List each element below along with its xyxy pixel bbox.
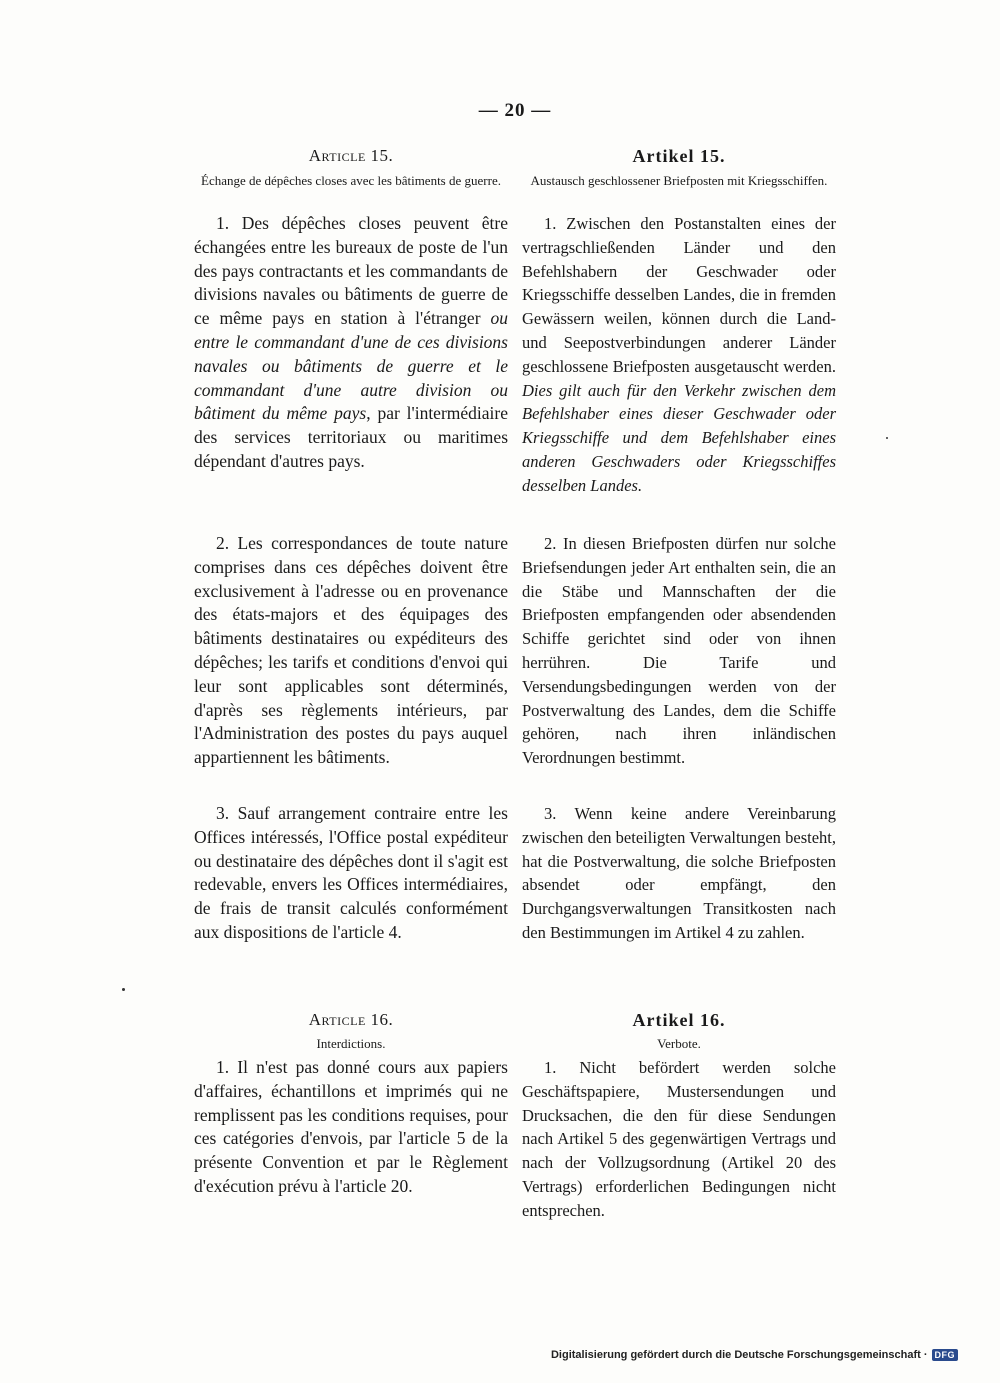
article-15-paragraph-2-fr: 2. Les correspondances de toute nature comprises dans ces dépêches doivent être exclusivement à l'adresse ou en provenance des états-majors et des équipages des bâtiments destinataires ou expéditeurs des dépêches; les tarifs et conditions d'envoi qui leur sont applicables sont déterminés, d'après ses règlements intérieurs, par l'Administration des postes du pays auquel appartiennent les bâtiments. — [194, 533, 508, 768]
dfg-logo: DFG — [932, 1349, 959, 1361]
article-16-subheading-de: Verbote. — [657, 1036, 701, 1051]
article-16-heading-fr: Article 16. — [308, 1010, 394, 1029]
digitization-footer — [551, 1349, 958, 1361]
article-15-paragraph-1-de: 1. Zwischen den Postanstalten eines der vertragschließenden Länder und den Befehlshabern der Geschwader oder Kriegsschiffe desselben Landes, die in fremden Gewässern weilen, können durch die Land- und Seepostverbindungen anderer Länder geschlossene Briefposten ausgetauscht werden. Dies gilt auch für den Verkehr zwischen dem Befehlshaber eines dieser Geschwader oder Kriegsschiffe und dem Befehlshaber eines anderen Geschwaders oder Kriegsschiffes desselben Landes. — [522, 214, 836, 495]
article-15-heading-de: Artikel 15. — [632, 146, 726, 166]
article-16-paragraph-1-de: 1. Nicht befördert werden solche Geschäftspapiere, Mustersendungen und Drucksachen, die den für diese Sendungen nach Artikel 5 des gegenwärtigen Vertrags und nach der Vollzugsordnung (Artikel 20 des Vertrags) erforderlichen Bedingungen nicht entsprechen. — [522, 1058, 836, 1220]
article-15-paragraph-1-fr: 1. Des dépêches closes peuvent être échangées entre les bureaux de poste de l'un des pays contractants et les commandants de divisions navales ou bâtiments de guerre de ce même pays en station à l'étranger ou entre le commandant d'une de ces divisions navales ou bâtiments de guerre et le commandant d'une autre division ou bâtiment du même pays, par l'intermédiaire des services territoriaux ou maritimes dépendant d'autres pays. — [194, 213, 508, 471]
article-15-heading-fr: Article 15. — [308, 146, 394, 165]
article-16-heading-de: Artikel 16. — [632, 1010, 726, 1030]
article-15-paragraph-3-de: 3. Wenn keine andere Vereinbarung zwischen den beteiligten Verwaltungen besteht, hat die Postverwaltung, die solche Briefposten absendet oder empfängt, den Durchgangsverwaltungen Transitkosten nach den Bestimmungen im Artikel 4 zu zahlen. — [522, 804, 836, 942]
scan-speck — [122, 988, 125, 991]
footer-text: Digitalisierung gefördert durch die Deutsche Forschungsgemeinschaft · — [550, 1349, 928, 1361]
article-15-subheading-de: Austausch geschlossener Briefposten mit Kriegsschiffen. — [530, 173, 828, 188]
article-15-subheading-fr: Échange de dépêches closes avec les bâtiments de guerre. — [201, 173, 501, 188]
scan-speck — [886, 437, 888, 439]
article-16-subheading-fr: Interdictions. — [316, 1036, 386, 1051]
article-15-paragraph-3-fr: 3. Sauf arrangement contraire entre les Offices intéressés, l'Office postal expéditeur ou destinataire des dépêches dont il s'agit est redevable, envers les Offices intermédiaires, de frais de transit calculés conformément aux dispositions de l'article 4. — [194, 803, 508, 942]
article-16-paragraph-1-fr: 1. Il n'est pas donné cours aux papiers d'affaires, échantillons et imprimés qui ne remplissent pas les conditions requises, pour ces catégories d'envois, par l'article 5 de la présente Convention et par le Règlement d'exécution prévu à l'article 20. — [194, 1057, 508, 1196]
article-15-paragraph-2-de: 2. In diesen Briefposten dürfen nur solche Briefsendungen jeder Art enthalten sein, die an die Stäbe und Mannschaften der die Briefposten empfangenden oder absendenden Schiffe gerichtet sind oder von ihnen herrühren. Die Tarife und Versendungsbedingungen werden von der Postverwaltung des Landes, dem die Schiffe gehören, nach ihren inländischen Verordnungen bestimmt. — [522, 534, 836, 768]
page-number: — 20 — — [478, 100, 552, 121]
